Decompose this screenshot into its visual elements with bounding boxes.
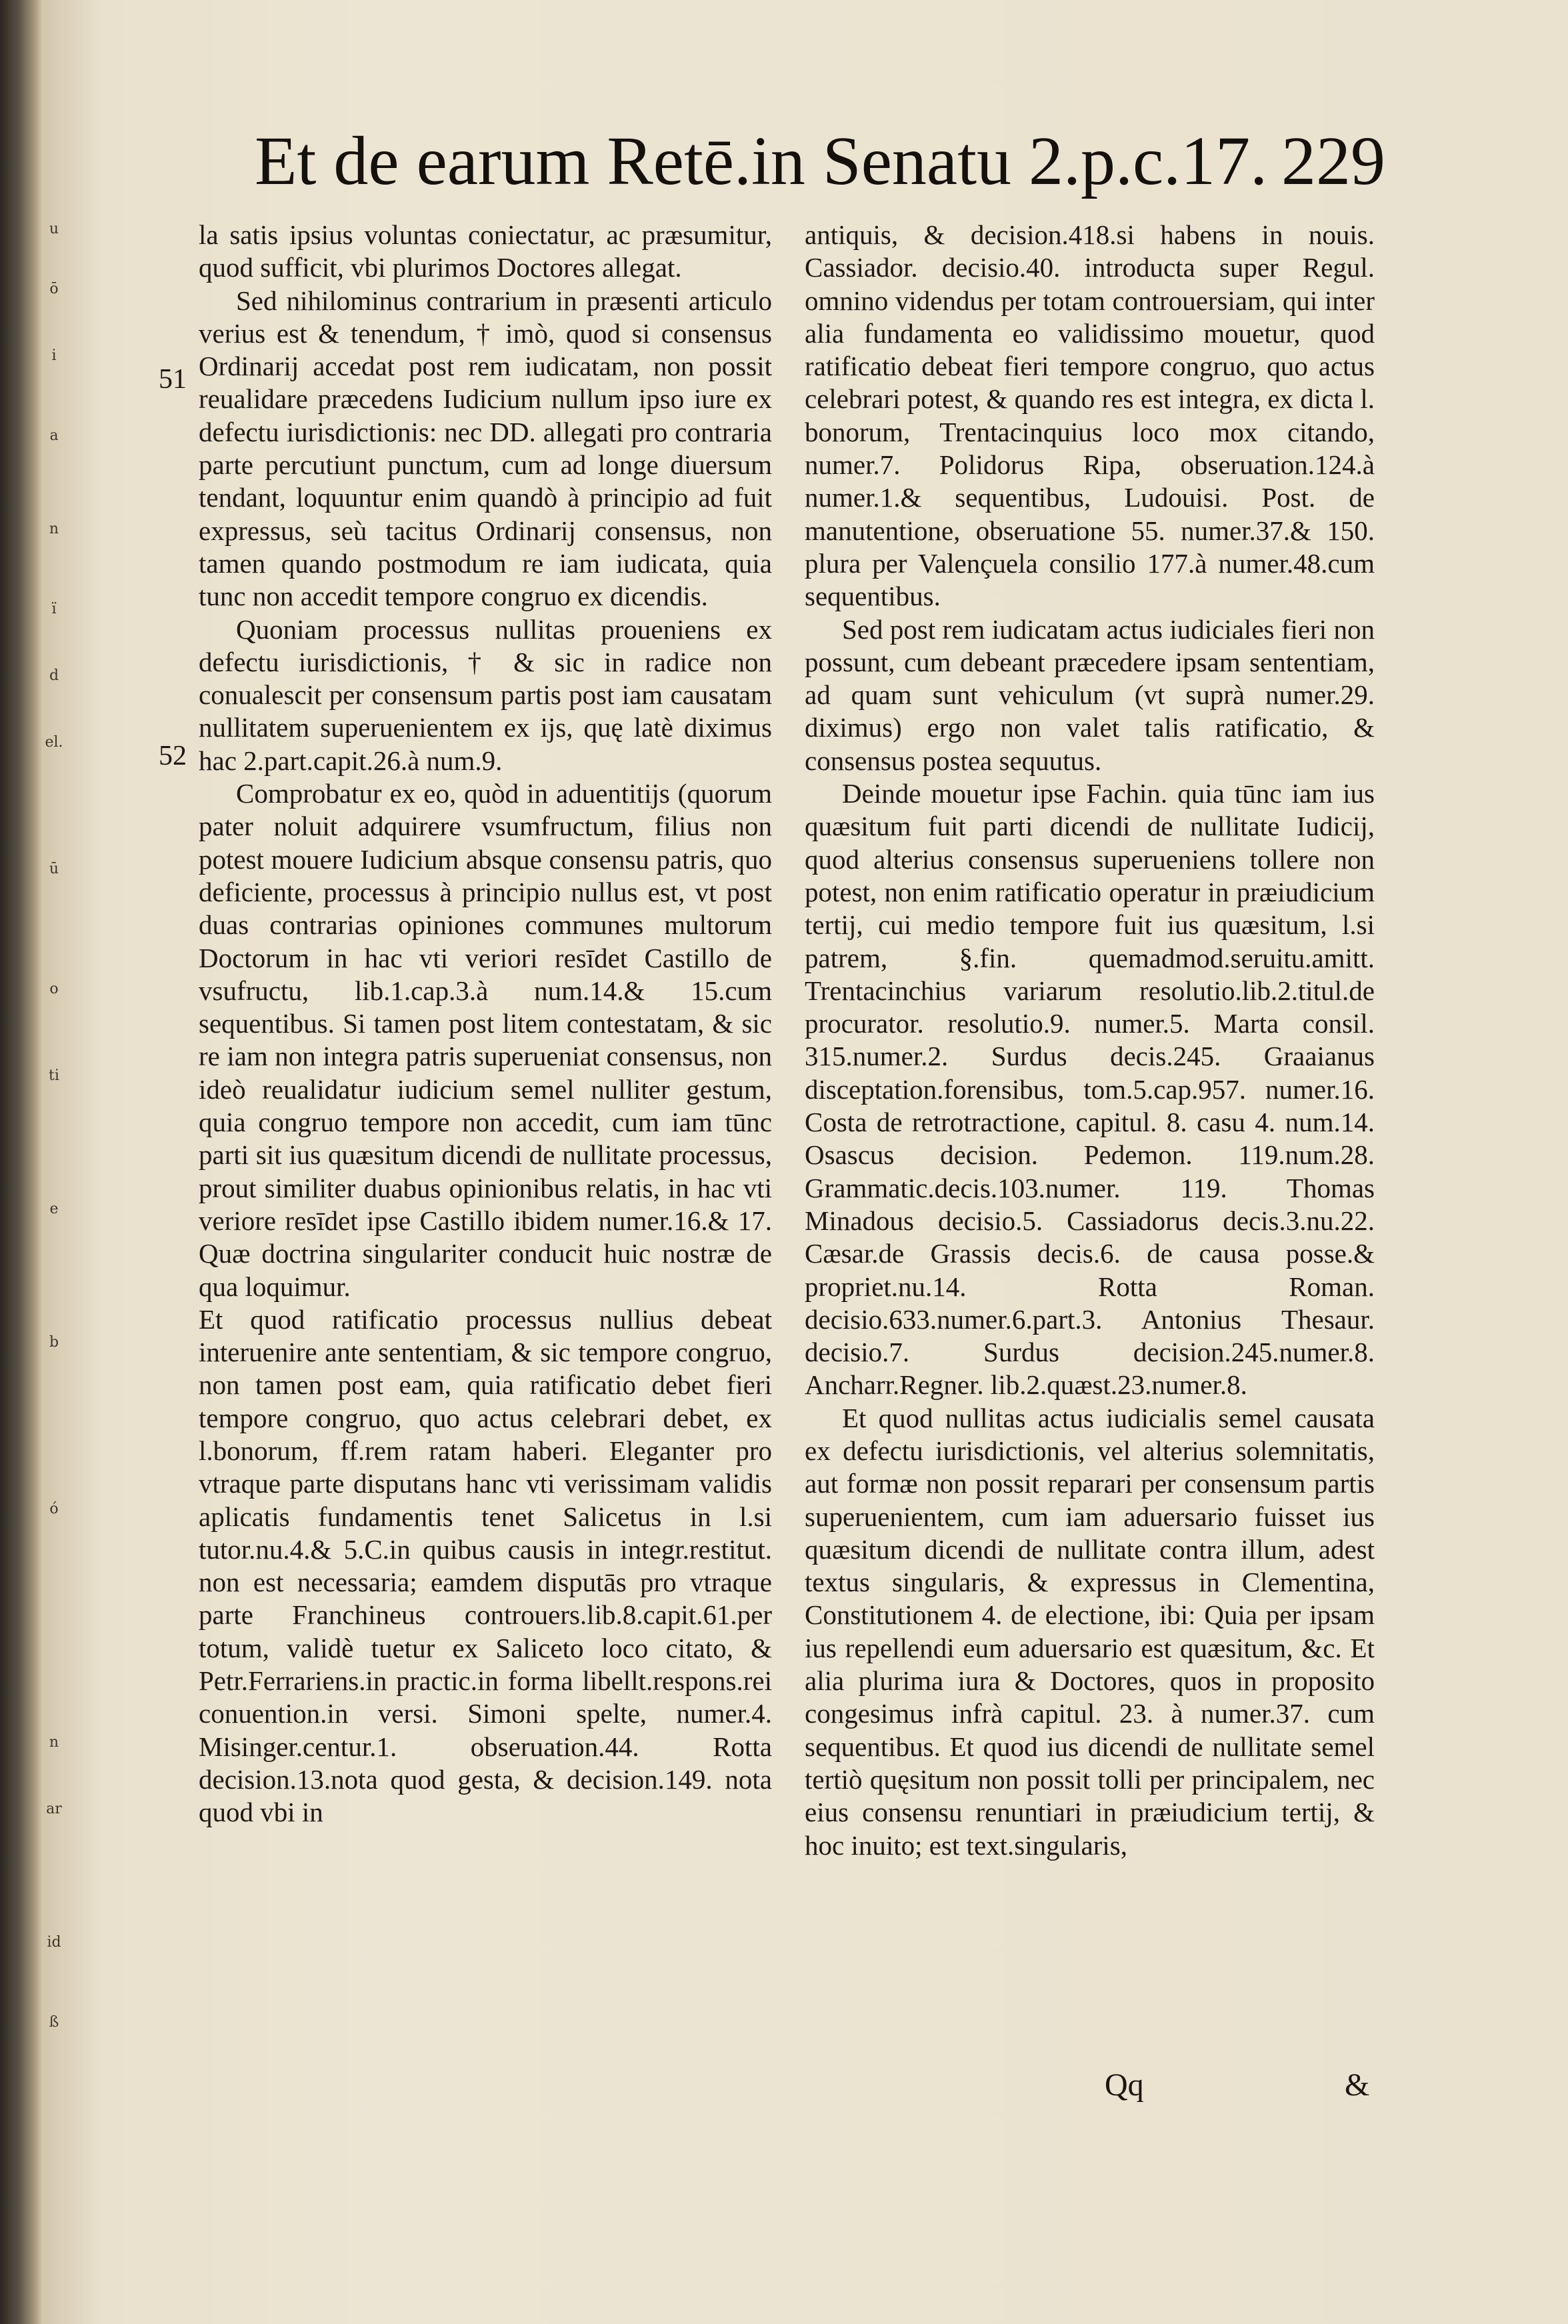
bleed-mark: ß — [49, 2014, 59, 2031]
margin-number: 52 — [159, 741, 187, 771]
left-column — [199, 219, 772, 1829]
bleed-mark: n — [49, 521, 59, 537]
bleed-mark: id — [47, 1934, 61, 1951]
bleed-mark: o — [49, 981, 59, 997]
paragraph: Comprobatur ex eo, quòd in aduentitijs (quorum pater noluit adquirere vsumfructum, filius non potest mouere Iudicium absque consensu patris, quo deficiente, processus à principio nullus est, vt post duas contrarias opiniones communes multorum Doctorum in hac vti veriori resīdet Castillo de vsufructu, lib.1.cap.3.à num.14.& 15.cum sequentibus. Si tamen post litem contestatam, & sic re iam non integra patris superueniat consensus, non ideò reualidatur iudicium semel nulliter gestum, quia congruo tempore non accedit, cum iam tūnc parti sit ius quæsitum dicendi de nullitate processus, prout similiter duabus opinionibus relatis, in hac vti veriore resīdet ipse Castillo ibidem numer.16.& 17. Quæ doctrina singulariter conducit huic nostræ de qua loquimur. — [199, 778, 772, 1302]
margin-number: 51 — [159, 364, 187, 395]
bleed-mark: ar — [46, 1801, 62, 1817]
paragraph: la satis ipsius voluntas coniectatur, ac præsumitur, quod sufficit, vbi plurimos Doctores allegat. — [199, 219, 772, 283]
paragraph: Sed post rem iudicatam actus iudiciales fieri non possunt, cum debeant præcedere ipsam sententiam, ad quam sunt vehiculum (vt suprà numer.29. diximus) ergo non valet talis ratificatio, & consensus postea sequutus. — [805, 613, 1375, 776]
catchword: & — [1345, 2067, 1370, 2103]
paragraph: Et quod ratificatio processus nullius debeat interuenire ante sententiam, & sic tempore congruo, non tamen post eam, quia ratificatio debet fieri tempore congruo, quo actus celebrari debet, ex l.bonorum, ff.rem ratam haberi. Eleganter pro vtraque parte disputans hanc vti verissimam validis aplicatis fundamentis tenet Salicetus in l.si tutor.nu.4.& 5.C.in quibus causis in integr.restitut. non est necessaria; eamdem disputās pro vtraque parte Franchineus controuers.lib.8.capit.61.per totum, validè tuetur ex Saliceto loco citato, & Petr.Ferrariens.in practic.in forma libellt.respons.rei conuention.in versi. Simoni spelte, numer.4. Misinger.centur.1. obseruation.44. Rotta decision.13.nota quod gesta, & decision.149. nota quod vbi in — [199, 1303, 772, 1828]
paragraph: Et quod nullitas actus iudicialis semel causata ex defectu iurisdictionis, vel alterius solemnitatis, aut formæ non possit reparari per consensum partis superuenientem, cum iam aduersario fuisset ius quæsitum dicendi de nullitate contra illum, adest textus singularis, & expressus in Clementina, Constitutionem 4. de electione, ibi: Quia per ipsam ius repellendi eum aduersario est quæsitum, &c. Et alia plurima iura & Doctores, quos in proposito congesimus infrà capitul. 23. à numer.37. cum sequentibus. Et quod ius dicendi de nullitate semel tertiò quęsitum non possit tolli per principalem, nec eius consensu renuntiari in præiudicium tertij, & hoc inuito; est text.singularis, — [805, 1402, 1375, 1861]
page-number: 229 — [1281, 123, 1385, 199]
paragraph: Quoniam processus nullitas proueniens ex defectu iurisdictionis, † & sic in radice non conualescit per consensum partis post iam causatam nullitatem superuenientem ex ijs, quę latè diximus hac 2.part.capit.26.à num.9. — [199, 613, 772, 776]
bleed-mark: ō — [49, 281, 59, 297]
bleed-mark: ï — [51, 601, 57, 617]
bleed-mark: d — [49, 667, 59, 684]
paragraph: Sed nihilominus contrarium in præsenti articulo verius est & tenendum, † imò, quod si consensus Ordinarij accedat post rem iudicatam, non possit reualidare præcedens Iudicium nullum ipso iure ex defectu iurisdictionis: nec DD. allegati pro contraria parte percutiunt punctum, cum ad longe diuersum tendant, loquuntur enim quandò à principio ad fuit expressus, seù tacitus Ordinarij consensus, non tamen quando postmodum re iam iudicata, quia tunc non accedit tempore congruo ex dicendis. — [199, 285, 772, 612]
right-column — [805, 219, 1375, 1862]
bleed-mark: i — [51, 347, 57, 364]
bleed-mark: ó — [49, 1501, 59, 1517]
running-title: Et de earum Retē.in Senatu 2.p.c.17. — [255, 123, 1268, 199]
paragraph: Deinde mouetur ipse Fachin. quia tūnc iam ius quæsitum fuit parti dicendi de nullitate Iudicij, quod alterius consensus superueniens tollere non potest, non enim ratificatio operatur in præiudicium tertij, cui medio tempore fuit ius quæsitum, l.si patrem, §.fin. quemadmod.seruitu.amitt. Trentacinchius variarum resolutio.lib.2.titul.de procurator. resolutio.9. numer.5. Marta consil. 315.numer.2. Surdus decis.245. Graaianus disceptation.forensibus, tom.5.cap.957. numer.16. Costa de retrotractione, capitul. 8. casu 4. num.14. Osascus decision. Pedemon. 119.num.28. Grammatic.decis.103.numer. 119. Thomas Minadous decisio.5. Cassiadorus decis.3.nu.22. Cæsar.de Grassis decis.6. de causa posse.& propriet.nu.14. Rotta Roman. decisio.633.numer.6.part.3. Antonius Thesaur. decisio.7. Surdus decision.245.numer.8. Ancharr.Regner. lib.2.quæst.23.numer.8. — [805, 778, 1375, 1401]
bleed-mark: e — [49, 1201, 59, 1217]
book-gutter — [0, 0, 41, 2324]
book-page — [41, 0, 1568, 2324]
paragraph: antiquis, & decision.418.si habens in nouis. Cassiador. decisio.40. introducta super Regul. omnino videndus per totam controuersiam, qui inter alia fundamenta eo validissimo mouetur, quod ratificatio debeat fieri tempore congruo, quo actus celebrari potest, & quando res est integra, ex dicta l. bonorum, Trentacinquius loco mox citando, numer.7. Polidorus Ripa, obseruation.124.à numer.1.& sequentibus, Ludouisi. Post. de manutentione, obseruatione 55. numer.37.& 150. plura per Valençuela consilio 177.à numer.48.cum sequentibus. — [805, 219, 1375, 612]
bleed-mark: ti — [49, 1067, 59, 1084]
bleed-mark: b — [49, 1334, 59, 1351]
bleed-mark: ū — [49, 861, 59, 877]
signature-mark: Qq — [1105, 2067, 1144, 2103]
bleed-mark: n — [49, 1734, 59, 1751]
bleed-mark: el. — [45, 734, 63, 751]
bleed-mark: a — [49, 427, 59, 444]
running-header — [255, 121, 1388, 201]
bleed-mark: u — [49, 221, 59, 237]
